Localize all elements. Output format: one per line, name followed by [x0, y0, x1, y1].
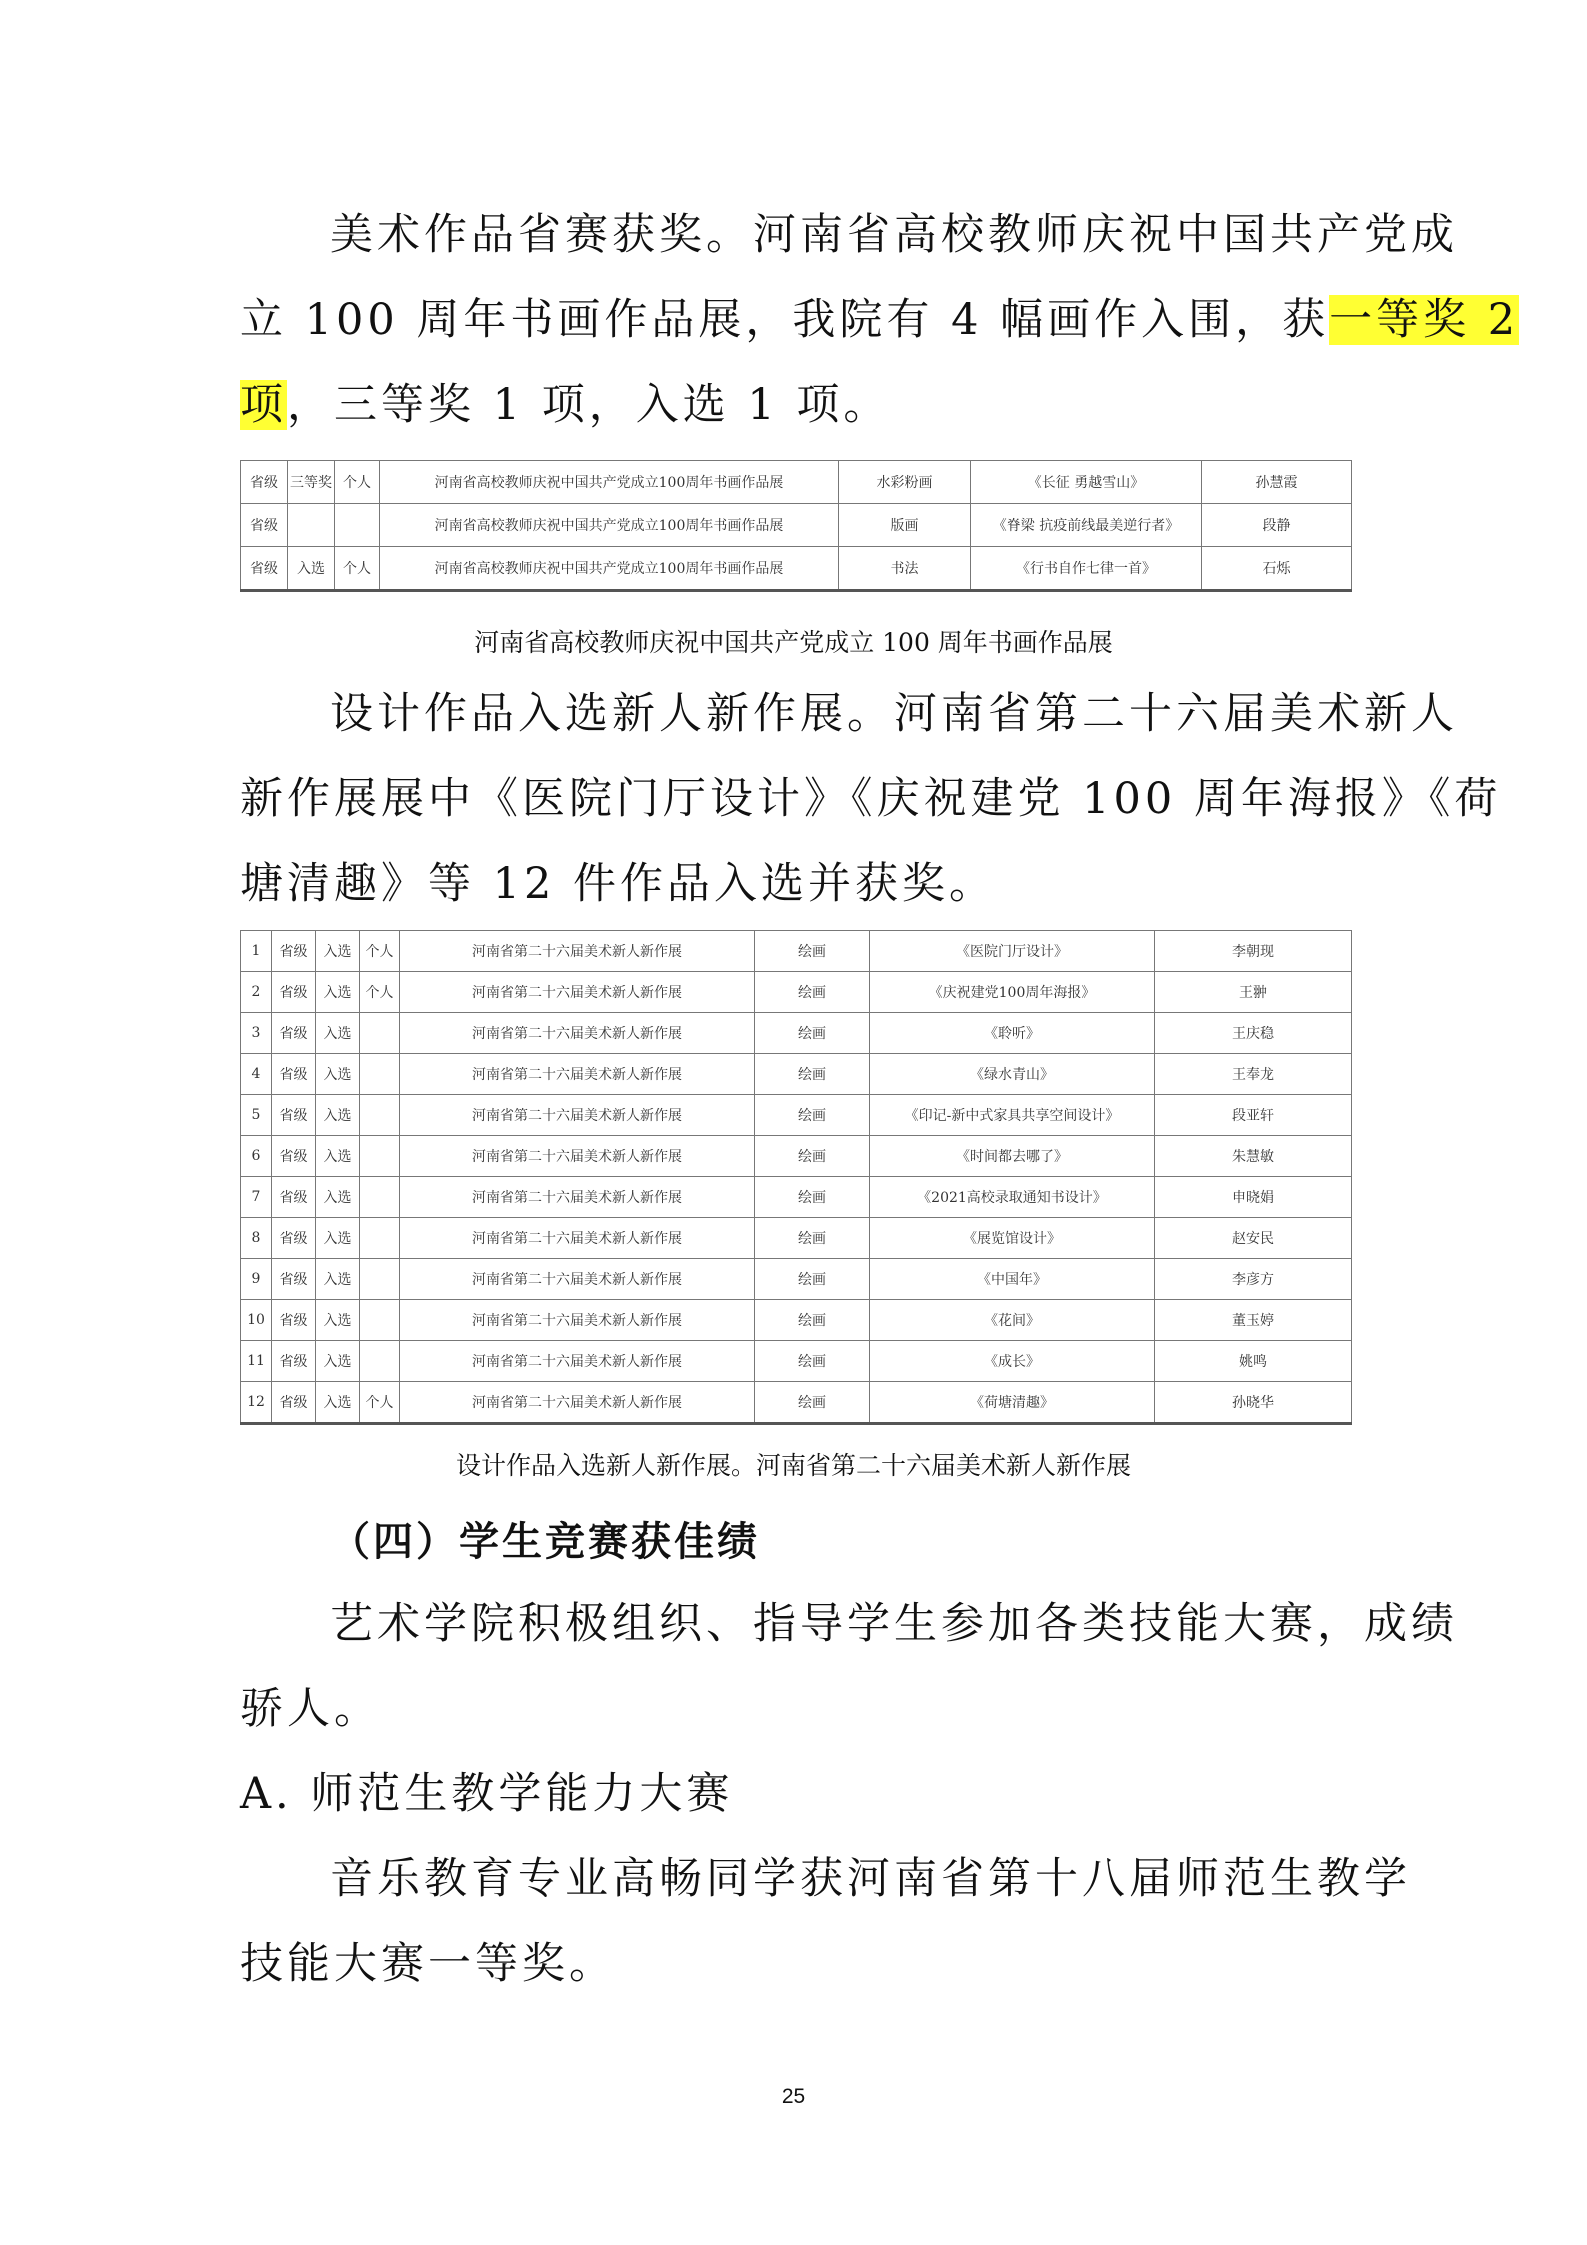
- table-cell-category: 绘画: [755, 1095, 870, 1136]
- table-cell-type: 个人: [360, 972, 400, 1013]
- table-cell-category: 绘画: [755, 1136, 870, 1177]
- table-cell-type: 个人: [360, 931, 400, 972]
- table-cell-level: 省级: [272, 931, 316, 972]
- table-cell-type: [360, 1218, 400, 1259]
- table-cell-type: 个人: [360, 1382, 400, 1424]
- table-cell-type: [360, 1095, 400, 1136]
- table-cell-no: 5: [241, 1095, 272, 1136]
- table-cell-type: [360, 1341, 400, 1382]
- table-row: [241, 931, 1352, 972]
- table-cell-title: 《中国年》: [870, 1259, 1155, 1300]
- table-cell-title: 《2021高校录取通知书设计》: [870, 1177, 1155, 1218]
- paragraph-art-award: [240, 193, 1520, 448]
- subheading: [240, 1752, 1350, 1837]
- table-cell-category: 绘画: [755, 1013, 870, 1054]
- table-row: [241, 1177, 1352, 1218]
- paragraph-line: 音乐教育专业高畅同学获河南省第十八届师范生教学: [330, 1854, 1411, 1904]
- table-cell-category: 绘画: [755, 1382, 870, 1424]
- table-cell-type: [360, 1259, 400, 1300]
- table-cell-title: 《庆祝建党100周年海报》: [870, 972, 1155, 1013]
- table-cell-category: 绘画: [755, 1054, 870, 1095]
- table-cell-exhibition: 河南省第二十六届美术新人新作展: [400, 1013, 755, 1054]
- table-cell-type: [360, 1300, 400, 1341]
- table-row: [241, 1300, 1352, 1341]
- table-cell-award: 入选: [316, 972, 360, 1013]
- table-cell-type: [360, 1136, 400, 1177]
- table-row: [241, 1341, 1352, 1382]
- paragraph-design-award: [240, 672, 1502, 927]
- table-row: [241, 1095, 1352, 1136]
- paragraph-line: 设计作品入选新人新作展。河南省第二十六届美术新人: [330, 689, 1458, 739]
- table-cell-author: 朱慧敏: [1155, 1136, 1352, 1177]
- table-cell-exhibition: 河南省高校教师庆祝中国共产党成立100周年书画作品展: [380, 504, 839, 547]
- table-cell-exhibition: 河南省高校教师庆祝中国共产党成立100周年书画作品展: [380, 461, 839, 504]
- table-cell-level: 省级: [272, 1095, 316, 1136]
- paragraph-line: 美术作品省赛获奖。河南省高校教师庆祝中国共产党成: [330, 210, 1458, 260]
- table-cell-exhibition: 河南省第二十六届美术新人新作展: [400, 1259, 755, 1300]
- table-cell-level: 省级: [272, 1218, 316, 1259]
- section-heading: （四）学生竞赛获佳绩: [330, 1519, 760, 1565]
- table-cell-exhibition: 河南省第二十六届美术新人新作展: [400, 1382, 755, 1424]
- table-cell-title: 《医院门厅设计》: [870, 931, 1155, 972]
- table-cell-title: 《花间》: [870, 1300, 1155, 1341]
- table-cell-exhibition: 河南省第二十六届美术新人新作展: [400, 1177, 755, 1218]
- table-cell-award: 入选: [316, 1013, 360, 1054]
- table-cell-exhibition: 河南省第二十六届美术新人新作展: [400, 1218, 755, 1259]
- table-cell-no: 7: [241, 1177, 272, 1218]
- paragraph-line: [240, 278, 1520, 363]
- table-cell-exhibition: 河南省第二十六届美术新人新作展: [400, 1300, 755, 1341]
- table-caption: 河南省高校教师庆祝中国共产党成立 100 周年书画作品展: [474, 628, 1113, 657]
- table-cell-author: 王庆稳: [1155, 1013, 1352, 1054]
- table-cell-title: 《时间都去哪了》: [870, 1136, 1155, 1177]
- paragraph-student-contests: [240, 1582, 1458, 1752]
- table-cell-category: 绘画: [755, 1341, 870, 1382]
- table-cell-award: 入选: [316, 1218, 360, 1259]
- table-cell-award: 入选: [316, 1382, 360, 1424]
- table-cell-no: 6: [241, 1136, 272, 1177]
- text-segment: ，三等奖 1 项，入选 1 项。: [287, 380, 891, 430]
- highlighted-text: 项: [240, 380, 287, 430]
- table-cell-award: [288, 504, 335, 547]
- table-cell-title: 《成长》: [870, 1341, 1155, 1382]
- table-cell-level: 省级: [241, 547, 288, 591]
- table-cell-exhibition: 河南省第二十六届美术新人新作展: [400, 1136, 755, 1177]
- table-cell-author: 李彦方: [1155, 1259, 1352, 1300]
- table-cell-level: 省级: [272, 1054, 316, 1095]
- table-cell-no: 2: [241, 972, 272, 1013]
- table-caption: 设计作品入选新人新作展。河南省第二十六届美术新人新作展: [455, 1451, 1131, 1480]
- table-cell-author: 段静: [1202, 504, 1352, 547]
- table-cell-type: [360, 1054, 400, 1095]
- table-cell-level: 省级: [272, 1177, 316, 1218]
- table-cell-level: 省级: [272, 1136, 316, 1177]
- table-cell-title: 《聆听》: [870, 1013, 1155, 1054]
- table-cell-title: 《脊梁 抗疫前线最美逆行者》: [971, 504, 1202, 547]
- table-cell-no: 4: [241, 1054, 272, 1095]
- table-cell-author: 赵安民: [1155, 1218, 1352, 1259]
- table-cell-no: 9: [241, 1259, 272, 1300]
- table-row: [241, 1054, 1352, 1095]
- table-cell-level: 省级: [272, 1382, 316, 1424]
- table-cell-level: 省级: [241, 461, 288, 504]
- table-cell-exhibition: 河南省第二十六届美术新人新作展: [400, 1341, 755, 1382]
- paragraph-line: 新作展展中《医院门厅设计》《庆祝建党 100 周年海报》《荷: [240, 774, 1502, 824]
- table-cell-no: 3: [241, 1013, 272, 1054]
- highlighted-text: 一等奖 2: [1329, 295, 1520, 345]
- table-cell-category: 绘画: [755, 972, 870, 1013]
- table-cell-level: 省级: [272, 1300, 316, 1341]
- table-cell-level: 省级: [272, 1341, 316, 1382]
- table-cell-no: 12: [241, 1382, 272, 1424]
- text-segment: 立 100 周年书画作品展，我院有 4 幅画作入围，获: [240, 295, 1330, 345]
- paragraph-line: 艺术学院积极组织、指导学生参加各类技能大赛，成绩: [330, 1599, 1458, 1649]
- paragraph-line: 技能大赛一等奖。: [240, 1939, 616, 1989]
- paragraph-line: 塘清趣》等 12 件作品入选并获奖。: [240, 859, 997, 909]
- table-cell-category: 绘画: [755, 931, 870, 972]
- table-cell-award: 入选: [316, 1054, 360, 1095]
- table-cell-exhibition: 河南省第二十六届美术新人新作展: [400, 931, 755, 972]
- page-number: 25: [781, 2085, 806, 2108]
- table-cell-level: 省级: [272, 1013, 316, 1054]
- table-cell-award: 入选: [316, 1136, 360, 1177]
- table-cell-author: 孙晓华: [1155, 1382, 1352, 1424]
- table-cell-exhibition: 河南省高校教师庆祝中国共产党成立100周年书画作品展: [380, 547, 839, 591]
- table-cell-level: 省级: [241, 504, 288, 547]
- table-row: [241, 1013, 1352, 1054]
- table-cell-type: [360, 1013, 400, 1054]
- table-cell-category: 版画: [839, 504, 971, 547]
- table-cell-no: 8: [241, 1218, 272, 1259]
- table-cell-exhibition: 河南省第二十六届美术新人新作展: [400, 972, 755, 1013]
- table-cell-exhibition: 河南省第二十六届美术新人新作展: [400, 1095, 755, 1136]
- table-row: [241, 1136, 1352, 1177]
- table-cell-no: 10: [241, 1300, 272, 1341]
- table-cell-exhibition: 河南省第二十六届美术新人新作展: [400, 1054, 755, 1095]
- paragraph-line: 骄人。: [240, 1684, 381, 1734]
- table-cell-category: 绘画: [755, 1300, 870, 1341]
- table-cell-author: 孙慧霞: [1202, 461, 1352, 504]
- table-cell-award: 三等奖: [288, 461, 335, 504]
- table-row: [241, 547, 1352, 591]
- table-cell-award: 入选: [316, 1259, 360, 1300]
- table-cell-no: 11: [241, 1341, 272, 1382]
- paragraph-line: [240, 363, 1350, 448]
- table-cell-author: 段亚轩: [1155, 1095, 1352, 1136]
- table-cell-award: 入选: [316, 1341, 360, 1382]
- table-cell-title: 《长征 勇越雪山》: [971, 461, 1202, 504]
- table-cell-award: 入选: [316, 931, 360, 972]
- table-cell-no: 1: [241, 931, 272, 972]
- table-cell-author: 申晓娟: [1155, 1177, 1352, 1218]
- table-row: [241, 1218, 1352, 1259]
- new-talent-exhibition-table: [240, 930, 1352, 1425]
- table-row: [241, 1259, 1352, 1300]
- table-cell-type: 个人: [335, 547, 380, 591]
- table-cell-type: [360, 1177, 400, 1218]
- table-row: [241, 461, 1352, 504]
- table-cell-award: 入选: [316, 1177, 360, 1218]
- paragraph-line: A. 师范生教学能力大赛: [240, 1769, 734, 1819]
- table-cell-type: [335, 504, 380, 547]
- table-row: [241, 504, 1352, 547]
- table-cell-author: 石烁: [1202, 547, 1352, 591]
- table-cell-author: 董玉婷: [1155, 1300, 1352, 1341]
- table-cell-author: 姚鸣: [1155, 1341, 1352, 1382]
- table-cell-award: 入选: [288, 547, 335, 591]
- table-cell-title: 《荷塘清趣》: [870, 1382, 1155, 1424]
- table-cell-category: 绘画: [755, 1259, 870, 1300]
- table-cell-category: 绘画: [755, 1218, 870, 1259]
- table-cell-author: 李朝现: [1155, 931, 1352, 972]
- table-cell-type: 个人: [335, 461, 380, 504]
- table-cell-award: 入选: [316, 1095, 360, 1136]
- table-cell-title: 《印记-新中式家具共享空间设计》: [870, 1095, 1155, 1136]
- paragraph-teaching-contest: [240, 1837, 1411, 2007]
- table-row: [241, 1382, 1352, 1424]
- table-cell-title: 《绿水青山》: [870, 1054, 1155, 1095]
- table-cell-author: 王奉龙: [1155, 1054, 1352, 1095]
- table-cell-category: 书法: [839, 547, 971, 591]
- table-cell-level: 省级: [272, 972, 316, 1013]
- table-cell-level: 省级: [272, 1259, 316, 1300]
- table-cell-award: 入选: [316, 1300, 360, 1341]
- table-cell-title: 《行书自作七律一首》: [971, 547, 1202, 591]
- table-row: [241, 972, 1352, 1013]
- table-cell-category: 水彩粉画: [839, 461, 971, 504]
- table-cell-category: 绘画: [755, 1177, 870, 1218]
- table-cell-title: 《展览馆设计》: [870, 1218, 1155, 1259]
- table-cell-author: 王翀: [1155, 972, 1352, 1013]
- calligraphy-exhibition-table: [240, 460, 1352, 592]
